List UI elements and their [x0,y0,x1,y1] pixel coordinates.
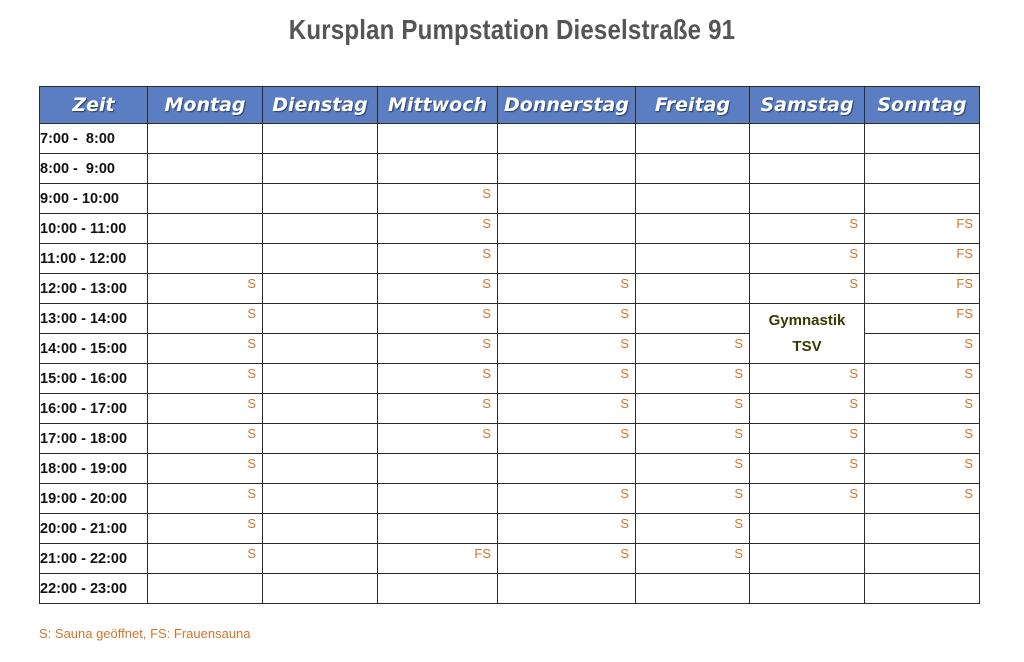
slot-cell [636,544,750,574]
slot-cell [636,364,750,394]
slot-cell [498,364,636,394]
slot-cell [498,544,636,574]
slot-cell [378,334,498,364]
closed-cell [865,574,980,604]
sauna-mark: S [964,396,973,411]
sauna-mark: S [482,366,491,381]
slot-cell [263,574,378,604]
slot-cell [263,424,378,454]
slot-cell [148,124,263,154]
header-montag: Montag [148,87,263,124]
slot-cell [865,304,980,334]
closed-cell [865,544,980,574]
event-hiit: HIIT [378,484,498,514]
sauna-mark: S [734,396,743,411]
header-dienstag: Dienstag [263,87,378,124]
event-gymnastik-club: TSV [792,337,822,355]
slot-cell [263,214,378,244]
slot-cell [498,304,636,334]
table-row [40,544,980,574]
sauna-mark: S [247,516,256,531]
time-cell: 17:00 - 18:00 [40,424,148,454]
slot-cell [750,274,865,304]
slot-cell [148,424,263,454]
schedule-table [39,86,980,604]
sauna-mark: S [247,366,256,381]
slot-cell [498,184,636,214]
closed-cell [750,574,865,604]
closed-cell [865,124,980,154]
header-samstag: Samstag [750,87,865,124]
sauna-mark: S [734,546,743,561]
closed-cell [750,124,865,154]
sauna-mark: S [620,276,629,291]
slot-cell [636,244,750,274]
slot-cell [750,514,865,544]
sauna-mark: S [482,216,491,231]
slot-cell [498,394,636,424]
sauna-mark: FS [956,306,973,321]
sauna-mark: S [964,366,973,381]
event-ganzkoerper-zirkel: Ganzkörper-Zirkel [498,454,636,484]
time-cell: 21:00 - 22:00 [40,544,148,574]
event-power-stretch: Power Stretch [378,514,498,544]
slot-cell [378,124,498,154]
sauna-mark: S [849,216,858,231]
slot-cell [750,454,865,484]
slot-cell [148,514,263,544]
sauna-mark: S [620,546,629,561]
slot-cell [750,244,865,274]
sauna-mark: S [964,426,973,441]
sauna-mark: S [482,396,491,411]
slot-cell [498,514,636,544]
slot-cell [378,154,498,184]
slot-cell [148,184,263,214]
slot-cell [263,304,378,334]
slot-cell [498,274,636,304]
time-cell: 22:00 - 23:00 [40,574,148,604]
slot-cell [865,484,980,514]
sauna-mark: S [849,366,858,381]
table-row [40,424,980,454]
sauna-mark: S [482,426,491,441]
slot-cell [148,394,263,424]
sauna-mark: S [849,456,858,471]
header-sonntag: Sonntag [865,87,980,124]
time-cell: 10:00 - 11:00 [40,214,148,244]
slot-cell [636,484,750,514]
table-row [40,244,980,274]
sauna-mark: FS [956,276,973,291]
slot-cell [263,394,378,424]
time-cell: 8:00 - 9:00 [40,154,148,184]
sauna-mark: S [620,426,629,441]
slot-cell [865,214,980,244]
event-faszien-training: Faszien-Training [263,454,378,484]
sauna-mark: S [620,336,629,351]
slot-cell [636,184,750,214]
slot-cell [865,244,980,274]
slot-cell [498,124,636,154]
slot-cell [865,334,980,364]
table-row [40,274,980,304]
slot-cell [378,424,498,454]
sauna-mark: S [620,516,629,531]
slot-cell [636,214,750,244]
sauna-mark: S [964,486,973,501]
sauna-mark: S [964,336,973,351]
slot-cell [498,424,636,454]
event-zumba: Zumba [378,454,498,484]
sauna-mark: FS [474,546,491,561]
slot-cell [636,394,750,424]
closed-cell [750,544,865,574]
slot-cell [865,274,980,304]
slot-cell [148,154,263,184]
sauna-mark: S [620,486,629,501]
sauna-mark: S [964,456,973,471]
slot-cell [750,214,865,244]
slot-cell [148,244,263,274]
header-mittwoch: Mittwoch [378,87,498,124]
sauna-mark: S [849,426,858,441]
sauna-mark: S [247,486,256,501]
slot-cell [498,214,636,244]
slot-cell [263,544,378,574]
sauna-mark: S [734,336,743,351]
time-cell: 16:00 - 17:00 [40,394,148,424]
slot-cell [378,304,498,334]
slot-cell [148,454,263,484]
slot-cell [263,364,378,394]
sauna-mark: S [849,396,858,411]
table-row [40,124,980,154]
sauna-mark: S [849,276,858,291]
event-gymnastik-title: Gymnastik [768,311,846,329]
time-cell: 11:00 - 12:00 [40,244,148,274]
slot-cell [750,364,865,394]
slot-cell [865,364,980,394]
slot-cell [636,424,750,454]
sauna-mark: S [247,396,256,411]
sauna-mark: S [247,426,256,441]
header-zeit: Zeit [40,87,148,124]
slot-cell [865,424,980,454]
slot-cell [498,154,636,184]
slot-cell [378,364,498,394]
time-cell: 18:00 - 19:00 [40,454,148,484]
slot-cell [148,544,263,574]
table-row [40,394,980,424]
slot-cell [263,184,378,214]
slot-cell [378,244,498,274]
page-title: Kursplan Pumpstation Dieselstraße 91 [288,14,736,45]
slot-cell [498,574,636,604]
slot-cell [865,184,980,214]
header-row [40,87,980,124]
slot-cell [263,244,378,274]
time-cell: 20:00 - 21:00 [40,514,148,544]
sauna-mark: S [482,246,491,261]
slot-cell [148,334,263,364]
table-row [40,454,980,484]
sauna-mark: S [849,486,858,501]
slot-cell [636,304,750,334]
sauna-mark: S [620,396,629,411]
time-cell: 7:00 - 8:00 [40,124,148,154]
slot-cell [148,214,263,244]
header-donnerstag: Donnerstag [498,87,636,124]
sauna-mark: S [734,486,743,501]
slot-cell [148,304,263,334]
time-cell: 19:00 - 20:00 [40,484,148,514]
slot-cell [750,484,865,514]
slot-cell [750,394,865,424]
slot-cell [148,274,263,304]
slot-cell [148,484,263,514]
slot-cell [636,514,750,544]
table-row [40,574,980,604]
table-row [40,214,980,244]
time-cell: 13:00 - 14:00 [40,304,148,334]
sauna-mark: S [620,366,629,381]
table-row [40,304,980,334]
slot-cell [378,214,498,244]
slot-cell [263,124,378,154]
legend-text: S: Sauna geöffnet, FS: Frauensauna [39,626,251,641]
slot-cell [636,574,750,604]
slot-cell [498,484,636,514]
slot-cell [263,154,378,184]
sauna-mark: S [482,336,491,351]
header-freitag: Freitag [636,87,750,124]
slot-cell [378,574,498,604]
time-cell: 12:00 - 13:00 [40,274,148,304]
slot-cell [148,364,263,394]
event-gymnastik-tsv [750,304,865,364]
sauna-mark: S [482,276,491,291]
time-cell: 15:00 - 16:00 [40,364,148,394]
sauna-mark: S [620,306,629,321]
sauna-mark: S [247,456,256,471]
slot-cell [263,334,378,364]
slot-cell [865,454,980,484]
slot-cell [263,484,378,514]
sauna-mark: FS [956,246,973,261]
sauna-mark: S [734,426,743,441]
slot-cell [378,274,498,304]
sauna-mark: FS [956,216,973,231]
sauna-mark: S [734,516,743,531]
closed-cell [865,154,980,184]
slot-cell [378,544,498,574]
sauna-mark: S [247,336,256,351]
table-row [40,364,980,394]
slot-cell [498,244,636,274]
slot-cell [865,514,980,544]
table-row [40,184,980,214]
slot-cell [498,334,636,364]
slot-cell [148,574,263,604]
table-row [40,514,980,544]
closed-cell [750,154,865,184]
sauna-mark: S [734,366,743,381]
table-row [40,154,980,184]
sauna-mark: S [482,186,491,201]
sauna-mark: S [849,246,858,261]
slot-cell [750,424,865,454]
slot-cell [636,124,750,154]
sauna-mark: S [247,546,256,561]
table-row [40,484,980,514]
time-cell: 9:00 - 10:00 [40,184,148,214]
sauna-mark: S [247,276,256,291]
sauna-mark: S [734,456,743,471]
slot-cell [636,334,750,364]
slot-cell [263,274,378,304]
slot-cell [636,274,750,304]
slot-cell [750,184,865,214]
sauna-mark: S [482,306,491,321]
slot-cell [263,514,378,544]
slot-cell [636,454,750,484]
slot-cell [865,394,980,424]
sauna-mark: S [247,306,256,321]
slot-cell [378,184,498,214]
slot-cell [378,394,498,424]
time-cell: 14:00 - 15:00 [40,334,148,364]
slot-cell [636,154,750,184]
